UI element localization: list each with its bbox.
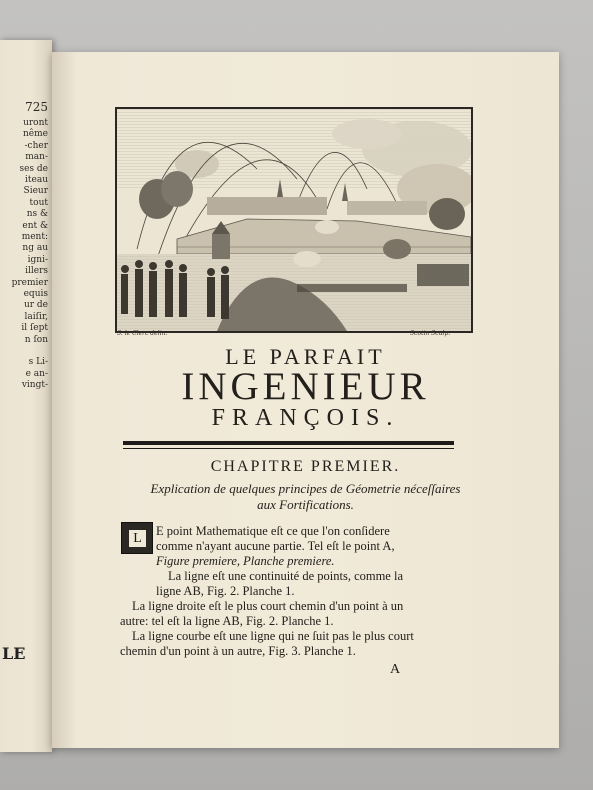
left-page-line: -cher: [24, 140, 48, 151]
title-line-1: LE PARFAIT: [225, 344, 386, 369]
left-page-line: premier: [11, 277, 48, 288]
paragraph-1-line-2: comme n'ayant aucune partie. Tel eſt le point A,: [156, 539, 395, 553]
left-page-line: s Li-: [28, 357, 48, 368]
engraving-credit-left: S. le Clerc delin.: [117, 330, 168, 337]
left-page-line: ses de: [19, 163, 48, 174]
drop-cap-letter: L: [128, 529, 147, 548]
engraving-illustration: [115, 107, 473, 333]
left-page-line: Sieur: [23, 186, 48, 197]
chapter-subtitle-line-2: aux Fortifications.: [257, 497, 354, 512]
siege-scene-image: [117, 109, 471, 331]
left-page-line: nême: [23, 129, 48, 140]
left-page-line: igni-: [27, 254, 48, 265]
left-page-line: equis: [23, 289, 48, 299]
left-page-line: tout: [29, 197, 48, 208]
left-page-line: il ſept: [21, 323, 48, 334]
left-page-line: ns &: [26, 209, 48, 220]
title-rule-thin: [123, 448, 454, 449]
chapter-heading: CHAPITRE PREMIER.: [210, 458, 401, 475]
left-page-number: 725: [25, 100, 48, 114]
title-line-2: INGENIEUR: [181, 365, 430, 408]
left-page-line: uront: [23, 118, 48, 128]
left-page-line: man-: [25, 152, 48, 163]
paragraph-1-line-3: Figure premiere, Planche premiere.: [156, 554, 335, 568]
left-page-line: n ſon: [24, 334, 48, 345]
paragraph-3-line-2: autre: tel eſt la ligne AB, Fig. 2. Planche 1.: [120, 614, 334, 628]
paragraph-1-line-1: E point Mathematique eſt ce que l'on conſidere: [156, 524, 390, 538]
left-page-line: e an-: [25, 368, 48, 379]
left-page-line: ur de: [23, 300, 48, 311]
left-page-bottom-text: LE: [2, 644, 26, 663]
paragraph-4-line-1: La ligne courbe eſt une ligne qui ne ſuit pas le plus court: [132, 629, 414, 643]
left-page-line: ng au: [22, 243, 48, 254]
left-page-line: iteau: [25, 175, 48, 185]
chapter-subtitle-line-1: Explication de quelques principes de Géometrie néceſſaires: [150, 481, 461, 496]
drop-cap-ornament: [121, 522, 153, 554]
left-page: [0, 40, 52, 752]
left-page-line: ment:: [21, 232, 48, 242]
title-line-3: FRANÇOIS.: [211, 405, 400, 431]
paragraph-2-line-2: ligne AB, Fig. 2. Planche 1.: [156, 584, 295, 598]
signature-mark: A: [390, 662, 401, 677]
engraving-credit-right: Scotin Sculp.: [410, 330, 451, 337]
left-page-line: ent &: [22, 220, 48, 231]
paragraph-3-line-1: La ligne droite eſt le plus court chemin d'un point à un: [132, 599, 404, 613]
paragraph-4-line-2: chemin d'un point à un autre, Fig. 3. Planche 1.: [120, 644, 356, 658]
title-rule-thick: [123, 441, 454, 445]
left-page-line: illers: [25, 266, 48, 277]
left-page-line: laiſir,: [24, 311, 48, 322]
left-page-line: vingt-: [21, 380, 48, 391]
paragraph-2-line-1: La ligne eſt une continuité de points, comme la: [168, 569, 404, 583]
